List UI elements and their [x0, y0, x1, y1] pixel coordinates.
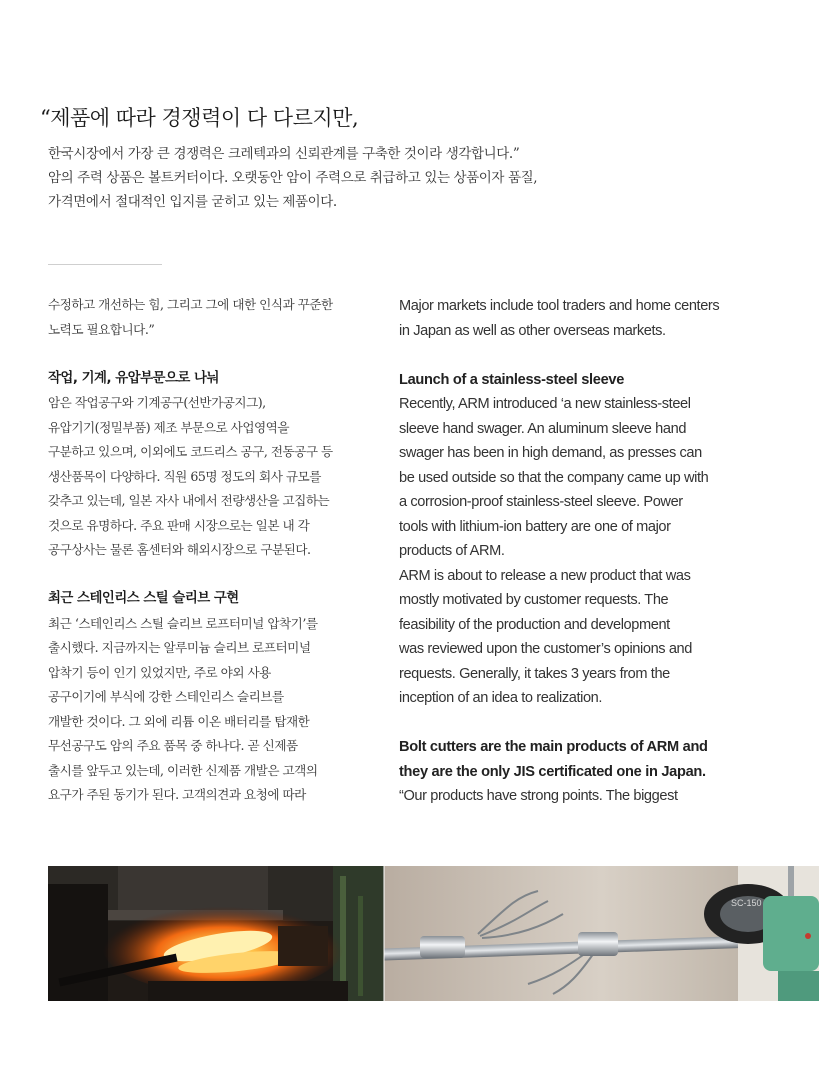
forge-hot-metal-photo [48, 866, 384, 1001]
body-line: a corrosion-proof stainless-steel sleeve. Power [399, 494, 683, 510]
intro-line: 한국시장에서 가장 큰 경쟁력은 크레텍과의 신뢰관계를 구축한 것이라 생각합니다.” [48, 146, 520, 162]
intro-line: 암의 주력 상품은 볼트커터이다. 오랫동안 암이 주력으로 취급하고 있는 상품이자 품질, [48, 170, 538, 186]
quote-line: 수정하고 개선하는 힘, 그리고 그에 대한 인식과 꾸준한 [48, 297, 333, 312]
intro-line: 가격면에서 절대적인 입지를 굳히고 있는 제품이다. [48, 194, 337, 210]
body-line: swager has been in high demand, as presses can [399, 445, 702, 461]
section-heading-business: 작업, 기계, 유압부문으로 나눠 [48, 370, 219, 386]
english-column [399, 294, 799, 809]
body-line: 개발한 것이다. 그 외에 리튬 이온 배터리를 탑재한 [48, 713, 310, 729]
body-line: was reviewed upon the customer’s opinions and [399, 641, 692, 657]
photo-strip [48, 866, 819, 1001]
body-line: 유압기기(정밀부품) 제조 부문으로 사업영역을 [48, 419, 289, 435]
body-line: 구분하고 있으며, 이외에도 코드리스 공구, 전동공구 등 [48, 444, 333, 459]
body-line: mostly motivated by customer requests. The [399, 592, 669, 608]
section-heading-sleeve: 최근 스테인리스 스틸 슬리브 구현 [48, 591, 239, 606]
korean-column [48, 293, 378, 808]
wire-rope-crimper-photo [384, 866, 819, 1001]
body-line: 무선공구도 암의 주요 품목 중 하나다. 곧 신제품 [48, 738, 298, 753]
body-line: 요구가 주된 동기가 된다. 고객의견과 요청에 따라 [48, 787, 306, 802]
body-line: 공구이기에 부식에 강한 스테인리스 슬리브를 [48, 689, 284, 704]
body-line: be used outside so that the company came up with [399, 469, 709, 486]
body-line: 출시했다. 지금까지는 알루미늄 슬리브 로프터미널 [48, 640, 311, 655]
section-heading-bolt-cutters: they are the only JIS certificated one in Japan. [399, 763, 706, 780]
tool-model-label: SC-150 [731, 898, 762, 908]
body-line: sleeve hand swager. An aluminum sleeve hand [399, 420, 687, 437]
body-line: feasibility of the production and development [399, 616, 670, 633]
body-line: “Our products have strong points. The biggest [399, 788, 678, 804]
body-line: 암은 작업공구와 기계공구(선반가공지그), [48, 395, 266, 410]
body-line: 생산품목이 다양하다. 직원 65명 정도의 회사 규모를 [48, 468, 321, 484]
body-line: inception of an idea to realization. [399, 690, 603, 706]
body-line: Recently, ARM introduced ‘a new stainless-steel [399, 396, 691, 412]
body-line: 압착기 등이 인기 있었지만, 주로 야외 사용 [48, 664, 271, 680]
body-line: Major markets include tool traders and home centers [399, 298, 720, 314]
body-line: ARM is about to release a new product that was [399, 567, 691, 584]
body-line: 최근 ‘스테인리스 스틸 슬리브 로프터미널 압착기’를 [48, 615, 318, 631]
section-heading-bolt-cutters: Bolt cutters are the main products of ARM and [399, 739, 708, 755]
body-line: 것으로 유명하다. 주요 판매 시장으로는 일본 내 각 [48, 517, 310, 533]
section-heading-sleeve-en: Launch of a stainless-steel sleeve [399, 371, 625, 388]
body-line: in Japan as well as other overseas markets. [399, 322, 666, 339]
section-divider [48, 264, 162, 265]
body-line: 갖추고 있는데, 일본 자사 내에서 전량생산을 고집하는 [48, 493, 330, 508]
body-line: 출시를 앞두고 있는데, 이러한 신제품 개발은 고객의 [48, 762, 318, 778]
quote-line: 노력도 필요합니다.” [48, 321, 155, 337]
body-line: 공구상사는 물론 홈센터와 해외시장으로 구분된다. [48, 542, 311, 557]
intro-paragraph [48, 142, 788, 214]
body-line: products of ARM. [399, 543, 505, 559]
headline-quote: “제품에 따라 경쟁력이 다 다르지만, [40, 106, 359, 130]
body-line: requests. Generally, it takes 3 years from the [399, 665, 670, 682]
body-line: tools with lithium-ion battery are one of major [399, 518, 671, 535]
